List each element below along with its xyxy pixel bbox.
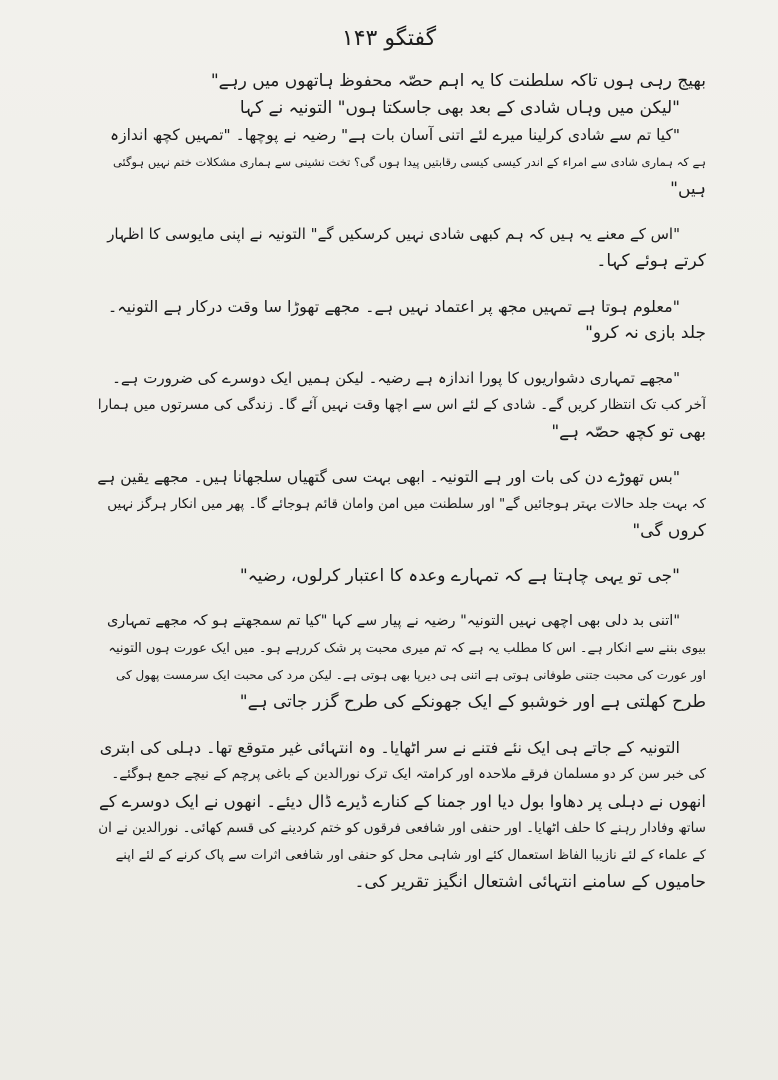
paragraph xyxy=(96,293,706,347)
text-line: حامیوں کے سامنے انتہائی اشتعال انگیز تقریر کی۔ xyxy=(354,872,706,892)
text-line: آخر کب تک انتظار کریں گے۔ شادی کے لئے اس سے اچھا وقت نہیں آئے گا۔ زندگی کی مسرتوں میں ہمارا xyxy=(97,397,706,413)
text-line: کروں گی" xyxy=(632,521,706,541)
text-line: "جی تو یہی چاہتا ہے کہ تمہارے وعدہ کا اعتبار کرلوں، رضیہ" xyxy=(239,566,680,586)
text-line: طرح کھلتی ہے اور خوشبو کے ایک جھونکے کی طرح گزر جاتی ہے" xyxy=(239,692,706,712)
text-line: "معلوم ہوتا ہے تمہیں مجھ پر اعتماد نہیں ہے۔ مجھے تھوڑا سا وقت درکار ہے التونیہ۔ xyxy=(107,297,680,316)
paragraph xyxy=(96,365,706,446)
text-line: "لیکن میں وہاں شادی کے بعد بھی جاسکتا ہوں" التونیہ نے کہا xyxy=(239,98,680,118)
paragraph xyxy=(96,563,706,590)
text-line: کہ بہت جلد حالات بہتر ہوجائیں گے" اور سلطنت میں امن وامان قائم ہوجائے گا۔ پھر میں انکار ہرگز نہیں xyxy=(107,496,706,512)
page-header: گفتگو ۱۴۳ xyxy=(341,26,437,51)
text-line: "بس تھوڑے دن کی بات اور ہے التونیہ۔ ابھی بہت سی گتھیاں سلجھانا ہیں۔ مجھے یقین ہے xyxy=(97,468,680,486)
paragraph xyxy=(96,734,706,896)
text-line: بھی تو کچھ حصّہ ہے" xyxy=(551,422,706,442)
text-line: "کیا تم سے شادی کرلینا میرے لئے اتنی آسان بات ہے" رضیہ نے پوچھا۔ "تمہیں کچھ اندازہ xyxy=(110,126,680,144)
text-line: "اس کے معنے یہ ہیں کہ ہم کبھی شادی نہیں کرسکیں گے" التونیہ نے اپنی مایوسی کا اظہار xyxy=(107,225,680,243)
text-line: ہیں" xyxy=(670,179,706,199)
page-body xyxy=(96,68,706,914)
text-line: ساتھ وفادار رہنے کا حلف اٹھایا۔ اور حنفی اور شافعی فرقوں کو ختم کردینے کی قسم کھائی۔ نورالدین نے ان xyxy=(98,820,706,836)
text-line: بھیج رہی ہوں تاکہ سلطنت کا یہ اہم حصّہ محفوظ ہاتھوں میں رہے" xyxy=(210,71,706,91)
paragraph xyxy=(96,68,706,203)
text-line: انھوں نے دہلی پر دھاوا بول دیا اور جمنا کے کنارے ڈیرے ڈال دیئے۔ انھوں نے ایک دوسرے کے xyxy=(99,792,706,811)
text-line: کرتے ہوئے کہا۔ xyxy=(596,251,706,271)
text-line: کی خبر سن کر دو مسلمان فرقے ملاحدہ اور کرامتہ ایک ترک نورالدین کے باغی پرچم کے نیچے جمع ہوگئے۔ xyxy=(111,766,706,782)
paragraph xyxy=(96,221,706,275)
text-line: ہے کہ ہماری شادی سے امراء کے اندر کیسی کیسی رقابتیں پیدا ہوں گی؟ تخت نشینی سے ہماری مشکلات ختم نہیں ہوگئی xyxy=(112,155,706,169)
text-line: اور عورت کی محبت جتنی طوفانی ہوتی ہے اتنی ہی دیرپا بھی ہوتی ہے۔ لیکن مرد کی محبت ایک سرمست پھول کی xyxy=(116,668,706,682)
text-line: کے علماء کے لئے نازیبا الفاظ استعمال کئے اور شاہی محل کو حنفی اور شافعی اثرات سے پاک کرنے کے لئے اپنے xyxy=(115,848,706,863)
text-line: التونیہ کے جاتے ہی ایک نئے فتنے نے سر اٹھایا۔ وہ انتہائی غیر متوقع تھا۔ دہلی کی ابتری xyxy=(99,738,680,757)
text-line: "اتنی بد دلی بھی اچھی نہیں التونیہ" رضیہ نے پیار سے کہا "کیا تم سمجھتے ہو کہ مجھے تمہاری xyxy=(106,613,680,629)
text-line: بیوی بننے سے انکار ہے۔ اس کا مطلب یہ ہے کہ تم میری محبت پر شک کررہے ہو۔ میں ایک عورت ہوں التونیہ xyxy=(108,641,706,656)
text-line: جلد بازی نہ کرو" xyxy=(585,323,706,343)
paragraph xyxy=(96,608,706,716)
paragraph xyxy=(96,464,706,545)
text-line: "مجھے تمہاری دشواریوں کا پورا اندازہ ہے رضیہ۔ لیکن ہمیں ایک دوسرے کی ضرورت ہے۔ xyxy=(112,369,680,387)
